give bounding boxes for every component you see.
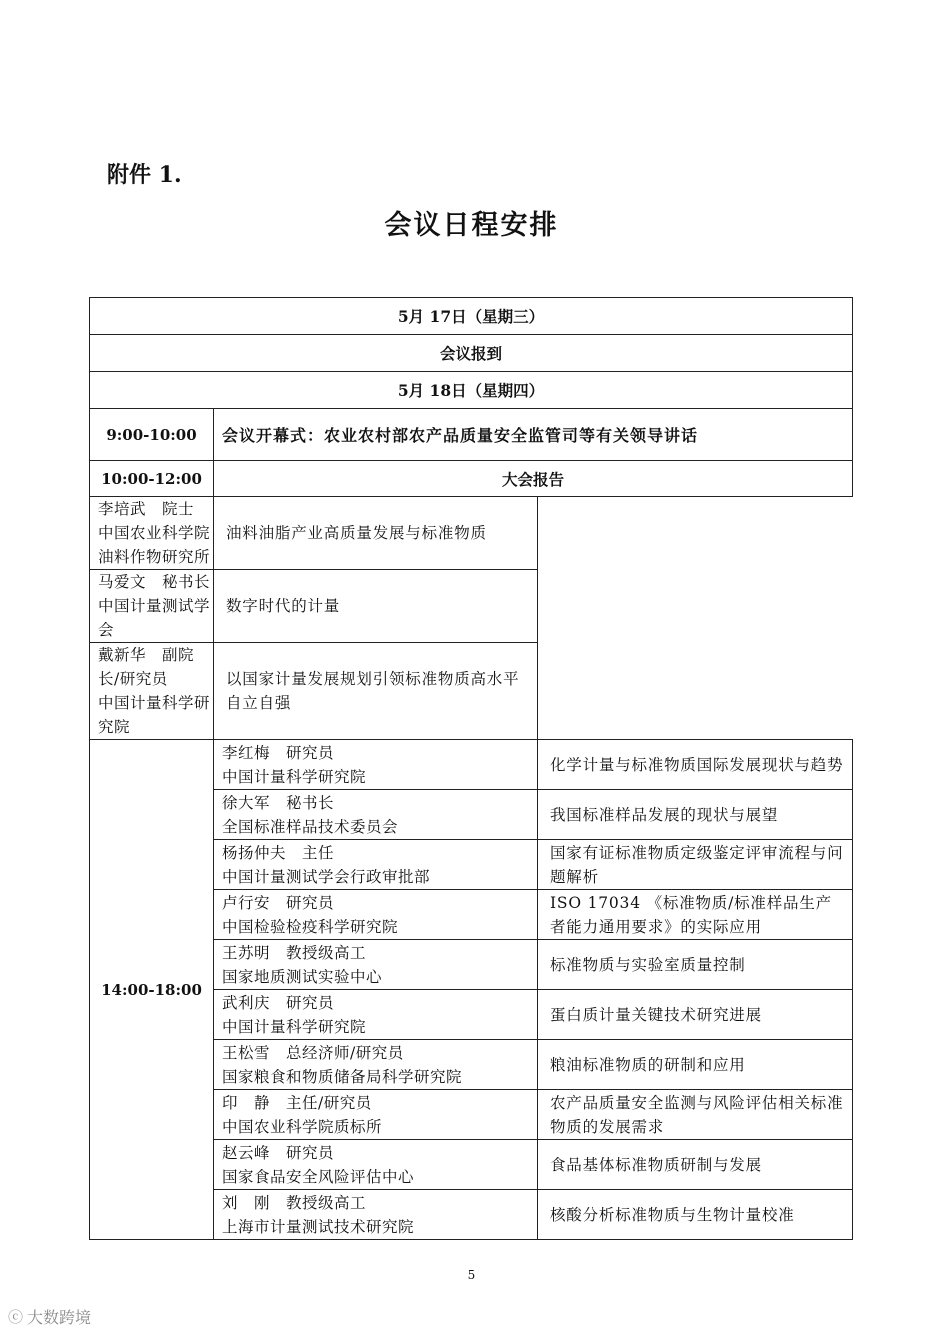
speaker-org: 中国计量测试学会 xyxy=(98,597,211,639)
talk-row xyxy=(90,497,853,570)
speaker-cell xyxy=(214,1090,538,1140)
watermark-text: 大数跨境 xyxy=(27,1308,92,1327)
speaker-cell xyxy=(214,1140,538,1190)
talk-topic: 以国家计量发展规划引领标准物质高水平自立自强 xyxy=(214,643,538,740)
talk-topic: 国家有证标准物质定级鉴定评审流程与问题解析 xyxy=(538,840,853,890)
opening-row xyxy=(90,409,853,461)
morning-time: 10:00-12:00 xyxy=(90,461,214,497)
morning-talks xyxy=(90,497,853,740)
speaker-name: 王松雪 总经济师/研究员 xyxy=(222,1043,404,1062)
plenary-title: 大会报告 xyxy=(214,461,853,497)
watermark-logo-icon: ⓒ xyxy=(8,1308,24,1326)
talk-topic: 标准物质与实验室质量控制 xyxy=(538,940,853,990)
speaker-org: 中国计量科学研究院 xyxy=(98,694,211,736)
afternoon-time: 14:00-18:00 xyxy=(90,740,214,1240)
speaker-cell xyxy=(214,1190,538,1240)
speaker-name: 马爱文 秘书长 xyxy=(98,573,211,591)
afternoon-talks xyxy=(90,740,853,1240)
day1-activity: 会议报到 xyxy=(90,335,853,372)
speaker-name: 戴新华 副院长/研究员 xyxy=(98,646,195,688)
speaker-org: 国家地质测试实验中心 xyxy=(222,967,383,986)
speaker-name: 印 静 主任/研究员 xyxy=(222,1093,372,1112)
talk-topic: 食品基体标准物质研制与发展 xyxy=(538,1140,853,1190)
talk-topic: ISO 17034 《标准物质/标准样品生产者能力通用要求》的实际应用 xyxy=(538,890,853,940)
speaker-name: 李培武 院士 xyxy=(98,500,195,518)
speaker-name: 徐大军 秘书长 xyxy=(222,793,335,812)
talk-row xyxy=(90,740,853,790)
talk-topic: 油料油脂产业高质量发展与标准物质 xyxy=(214,497,538,570)
speaker-org: 中国农业科学院质标所 xyxy=(222,1117,383,1136)
speaker-name: 武利庆 研究员 xyxy=(222,993,335,1012)
day2-date: 5月 18日（星期四） xyxy=(90,372,853,409)
talk-topic: 我国标准样品发展的现状与展望 xyxy=(538,790,853,840)
speaker-cell xyxy=(90,643,214,740)
attachment-label: 附件 1. xyxy=(107,162,182,188)
schedule-table xyxy=(89,297,853,1240)
talk-topic: 农产品质量安全监测与风险评估相关标准物质的发展需求 xyxy=(538,1090,853,1140)
talk-topic: 蛋白质计量关键技术研究进展 xyxy=(538,990,853,1040)
speaker-name: 卢行安 研究员 xyxy=(222,893,335,912)
talk-topic: 粮油标准物质的研制和应用 xyxy=(538,1040,853,1090)
talk-row xyxy=(90,570,853,643)
speaker-org: 中国检验检疫科学研究院 xyxy=(222,917,399,936)
speaker-name: 李红梅 研究员 xyxy=(222,743,335,762)
speaker-org: 全国标准样品技术委员会 xyxy=(222,817,399,836)
speaker-cell xyxy=(214,790,538,840)
plenary-title-row xyxy=(90,461,853,497)
speaker-org: 中国计量科学研究院 xyxy=(222,1017,367,1036)
opening-text: 会议开幕式：农业农村部农产品质量安全监管司等有关领导讲话 xyxy=(214,409,853,461)
speaker-org: 国家食品安全风险评估中心 xyxy=(222,1167,415,1186)
watermark xyxy=(8,1305,91,1328)
page-number: 5 xyxy=(467,1268,476,1282)
talk-topic: 数字时代的计量 xyxy=(214,570,538,643)
speaker-cell xyxy=(214,990,538,1040)
speaker-name: 刘 刚 教授级高工 xyxy=(222,1193,367,1212)
speaker-cell xyxy=(214,890,538,940)
talk-topic: 化学计量与标准物质国际发展现状与趋势 xyxy=(538,740,853,790)
opening-time: 9:00-10:00 xyxy=(90,409,214,461)
talk-row xyxy=(90,643,853,740)
speaker-org: 中国计量测试学会行政审批部 xyxy=(222,867,431,886)
day1-date: 5月 17日（星期三） xyxy=(90,298,853,335)
speaker-org: 国家粮食和物质储备局科学研究院 xyxy=(222,1067,463,1086)
speaker-name: 王苏明 教授级高工 xyxy=(222,943,367,962)
day2-date-row xyxy=(90,372,853,409)
page-title: 会议日程安排 xyxy=(384,210,559,241)
speaker-cell xyxy=(214,740,538,790)
speaker-org: 中国农业科学院油料作物研究所 xyxy=(98,524,211,566)
speaker-org: 中国计量科学研究院 xyxy=(222,767,367,786)
day1-date-row xyxy=(90,298,853,335)
day1-activity-row xyxy=(90,335,853,372)
speaker-cell xyxy=(214,940,538,990)
speaker-cell xyxy=(90,570,214,643)
speaker-name: 赵云峰 研究员 xyxy=(222,1143,335,1162)
speaker-cell xyxy=(214,1040,538,1090)
speaker-cell xyxy=(214,840,538,890)
talk-topic: 核酸分析标准物质与生物计量校准 xyxy=(538,1190,853,1240)
speaker-name: 杨扬仲夫 主任 xyxy=(222,843,335,862)
speaker-org: 上海市计量测试技术研究院 xyxy=(222,1217,415,1236)
speaker-cell xyxy=(90,497,214,570)
